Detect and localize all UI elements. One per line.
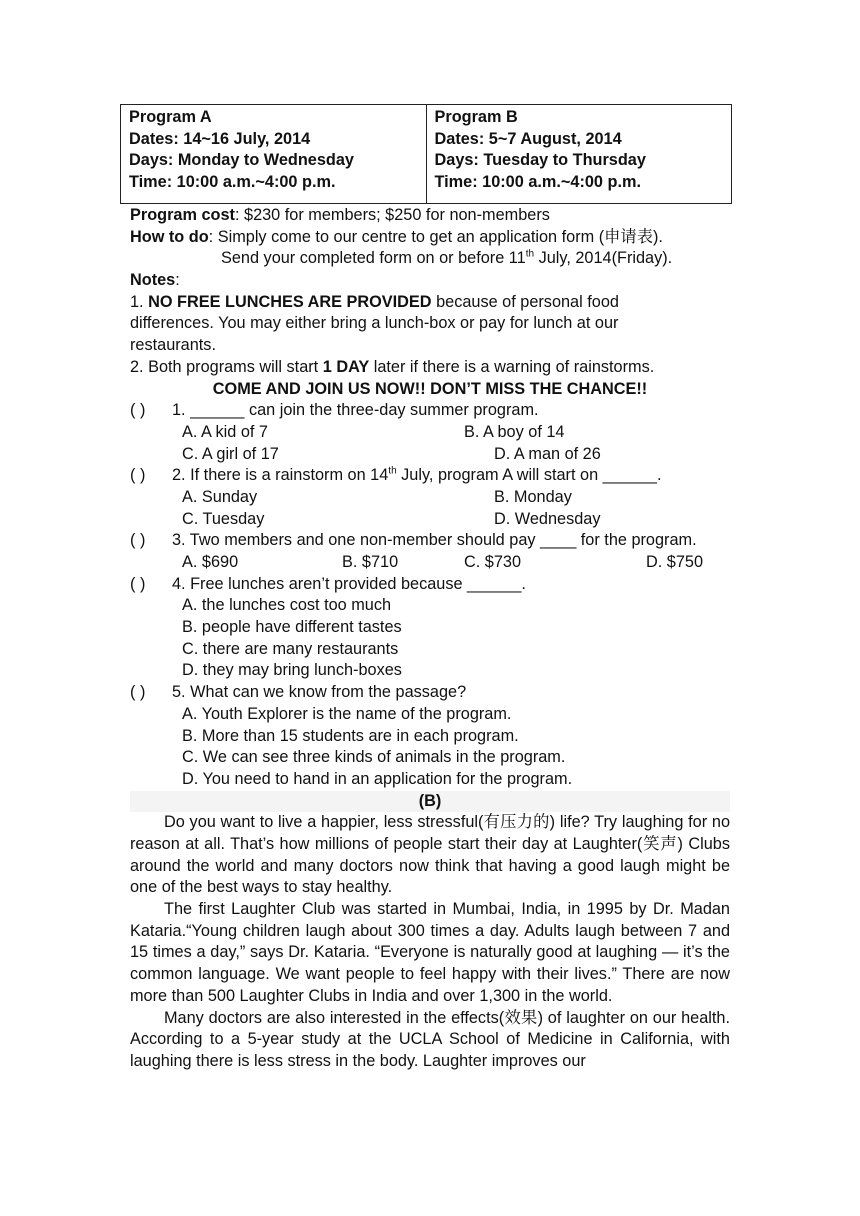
note-1-bold: NO FREE LUNCHES ARE PROVIDED [148,292,432,311]
option: B. Monday [494,487,572,506]
cost-text: : $230 for members; $250 for non-members [234,206,550,224]
how-label: How to do [130,227,209,246]
question-text [172,465,662,487]
how-line-2 [130,248,730,270]
program-a-days: Days: Monday to Wednesday [129,151,354,170]
option: C. A girl of 17 [182,444,279,463]
section-b-heading: (B) [130,791,730,813]
question-5 [130,682,730,704]
program-a-time: Time: 10:00 a.m.~4:00 p.m. [129,173,336,192]
note-1-prefix: 1. [130,292,149,311]
answer-blank: ( ) [130,401,146,420]
question-5-option-c [130,747,730,769]
question-text: 4. Free lunches aren’t provided because ______. [172,574,526,593]
question-text: 3. Two members and one non-member should pay ____ for the program. [172,531,697,550]
cost-line [130,205,730,227]
question-4-option-a [130,595,730,617]
question-sup: th [388,465,397,477]
passage-paragraph-1: Do you want to live a happier, less stressful(有压力的) life? Try laughing for no reason at all. That’s how millions of people start their day at Laughter(笑声) Clubs around the world and many doctors now think that having a good laugh might be one of the best ways to stay healthy. [130,813,730,897]
answer-blank: ( ) [130,683,146,702]
option: D. they may bring lunch-boxes [182,661,402,680]
option: C. Tuesday [182,509,265,528]
question-4-option-b [130,617,730,639]
how-text-2: Send your completed form on or before 11 [221,249,526,268]
option: D. You need to hand in an application for the program. [182,769,573,788]
program-a-dates: Dates: 14~16 July, 2014 [129,129,311,148]
note-2-prefix: 2. Both programs will start [130,357,323,376]
program-b-dates: Dates: 5~7 August, 2014 [434,129,622,148]
question-2-options-row-2 [130,509,730,531]
note-1-line-1 [130,292,730,314]
note-1-line-2: differences. You may either bring a lunch-box or pay for lunch at our [130,314,619,333]
program-b-cell [426,105,732,204]
program-table [120,104,732,204]
option: A. $690 [182,553,239,571]
question-1-options-row-2 [130,444,730,466]
answer-blank: ( ) [130,531,146,550]
passage-paragraph-3: Many doctors are also interested in the effects(效果) of laughter on our health. According to a 5-year study at the UCLA School of Medicine in California, with laughing there is less stress in the body. Laughter improves our [130,1008,730,1070]
question-text-pre: 2. If there is a rainstorm on 14 [172,466,389,485]
note-2 [130,357,730,379]
program-b-days: Days: Tuesday to Thursday [434,151,646,170]
passage-paragraph-2: The first Laughter Club was started in Mumbai, India, in 1995 by Dr. Madan Kataria.“Young children laugh about 300 times a day. Adults laugh between 7 and 15 times a day,” says Dr. Kataria. “Everyone is naturally good at laughing — it’s the common language. We want people to feel happy with their lives.” There are now more than 500 Laughter Clubs in India and over 1,300 in the world. [130,900,730,1005]
question-2-options-row-1 [130,487,730,509]
how-sup: th [525,248,535,260]
how-text-1: : Simply come to our centre to get an application form (申请表). [208,227,663,246]
question-text-post: July, program A will start on ______. [396,466,662,485]
program-b-name: Program B [434,108,518,126]
program-a-name: Program A [129,108,212,126]
answer-blank: ( ) [130,466,146,485]
option: C. $730 [464,553,522,571]
question-3-options [130,552,730,574]
notes-label: Notes [130,271,176,290]
question-1 [130,400,730,422]
option: D. Wednesday [494,509,601,528]
question-text: 5. What can we know from the passage? [172,683,467,702]
answer-blank: ( ) [130,574,146,593]
question-5-option-d [130,769,730,791]
question-4 [130,574,730,596]
option: B. $710 [342,553,399,571]
slogan: COME AND JOIN US NOW!! DON’T MISS THE CHANCE!! [212,379,648,398]
option: C. We can see three kinds of animals in the program. [182,748,566,767]
option: B. A boy of 14 [464,422,565,441]
option: A. the lunches cost too much [182,596,392,615]
question-5-option-a [130,704,730,726]
how-line-1 [130,227,730,249]
notes-heading: Notes: [130,271,180,290]
how-text-2-post: July, 2014(Friday). [534,249,673,268]
option: D. A man of 26 [494,444,601,463]
question-5-option-b [130,726,730,748]
note-2-bold: 1 DAY [322,357,370,376]
note-1-line-3: restaurants. [130,336,216,355]
option: A. Sunday [182,487,258,506]
option: B. people have different tastes [182,618,402,637]
note-1-post: because of personal food [431,292,619,311]
question-4-option-c [130,639,730,661]
option: D. $750 [646,553,704,571]
question-2 [130,465,730,487]
document-body [130,205,730,1073]
question-text: 1. ______ can join the three-day summer program. [172,401,539,420]
option: A. A kid of 7 [182,422,268,441]
cost-label: Program cost [130,206,235,224]
option: A. Youth Explorer is the name of the program. [182,704,512,723]
question-4-option-d [130,660,730,682]
question-1-options-row-1 [130,422,730,444]
option: C. there are many restaurants [182,639,399,658]
program-a-cell [121,105,427,204]
option: B. More than 15 students are in each program. [182,726,519,745]
note-2-post: later if there is a warning of rainstorms. [369,357,655,376]
program-b-time: Time: 10:00 a.m.~4:00 p.m. [434,173,641,192]
question-3 [130,530,730,552]
